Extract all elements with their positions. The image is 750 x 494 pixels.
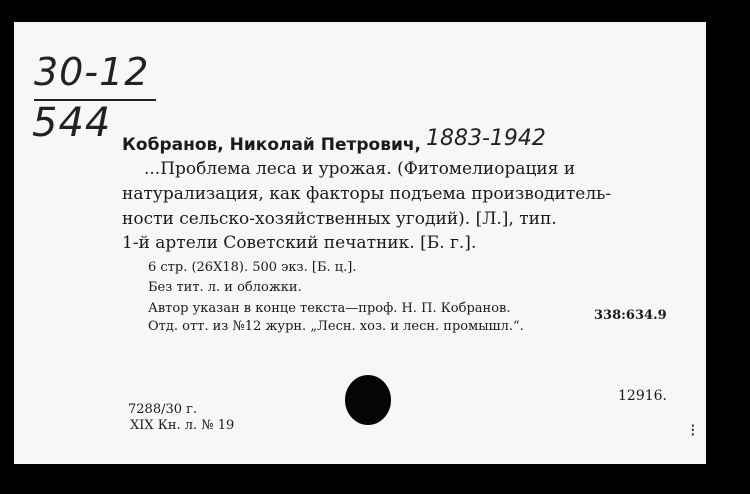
note-no-title: Без тит. л. и обложки. <box>148 280 302 295</box>
catalog-reference: XIX Кн. л. № 19 <box>130 418 235 433</box>
card-code: 12916. <box>618 388 667 404</box>
accession-number: 7288/30 г. <box>128 402 198 417</box>
classification-number: 338:634.9 <box>594 308 667 323</box>
author-dates: 1883-1942 <box>426 126 546 151</box>
note-collation: 6 стр. (26X18). 500 экз. [Б. ц.]. <box>148 260 357 275</box>
title-line-3: ности сельско-хозяйственных угодий). [Л.], тип. <box>122 209 557 229</box>
catalog-card <box>14 22 706 464</box>
title-line-2: натурализация, как факторы подъема производитель- <box>122 184 612 204</box>
title-line-4: 1-й артели Советский печатник. [Б. г.]. <box>122 233 477 253</box>
shelfmark-bottom: 544 <box>32 100 112 146</box>
note-author: Автор указан в конце текста—проф. Н. П. Кобранов. <box>148 301 511 316</box>
author-heading: Кобранов, Николай Петрович, <box>122 135 422 155</box>
shelfmark-top: 30-12 <box>34 50 150 94</box>
title-line-1: ...Проблема леса и урожая. (Фитомелиорация и <box>144 159 576 179</box>
note-offprint: Отд. отт. из №12 журн. „Лесн. хоз. и лесн. промышл.“. <box>148 319 524 334</box>
edge-mark: ⁝ <box>690 420 696 441</box>
punch-hole <box>345 375 391 425</box>
